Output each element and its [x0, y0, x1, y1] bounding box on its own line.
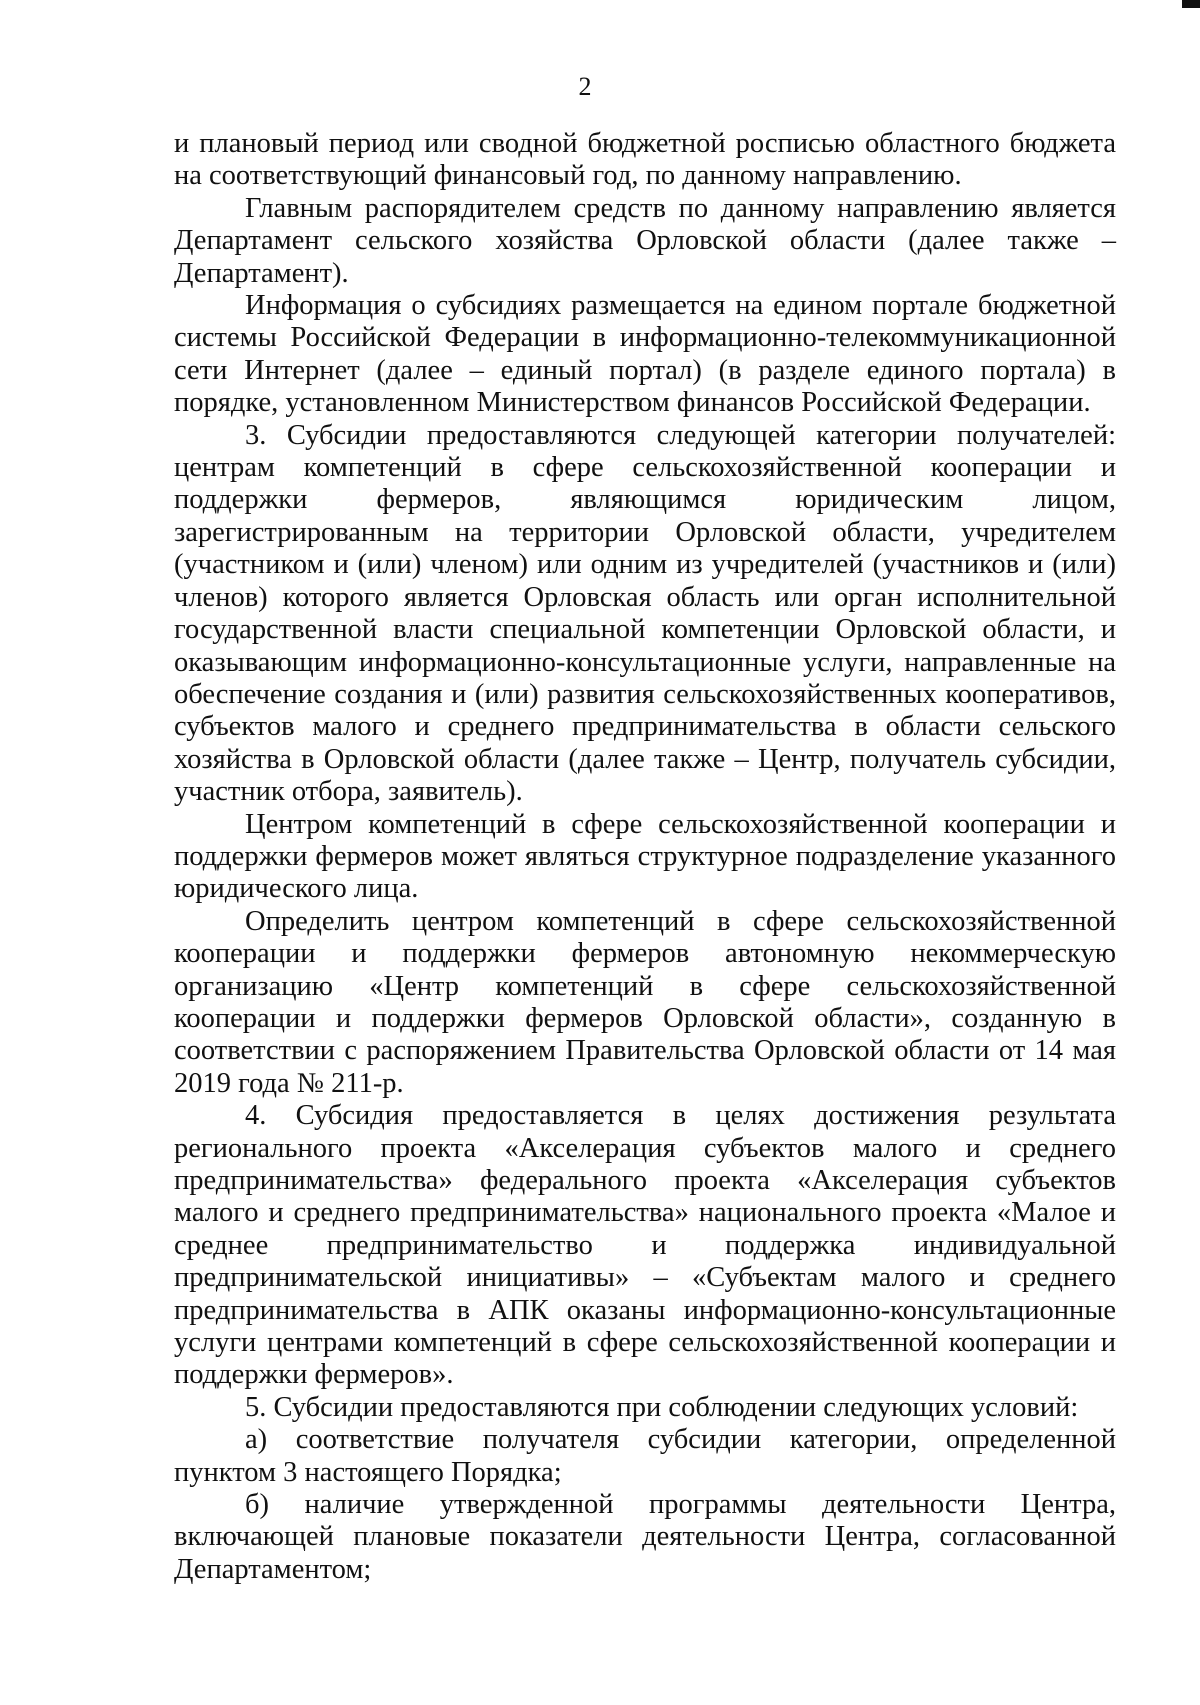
paragraph-continuation: и плановый период или сводной бюджетной росписью областного бюджета на соответствующий финансовый год, по данному направлению.: [174, 128, 1116, 192]
paragraph-item-5a: а) соответствие получателя субсидии категории, определенной пунктом 3 настоящего Порядка;: [174, 1424, 1116, 1488]
paragraph-portal-info: Информация о субсидиях размещается на едином портале бюджетной системы Российской Федерации в информационно-телекоммуникационной сети Интернет (далее – единый портал) (в разделе единого портала) в порядке, установленном Министерством финансов Российской Федерации.: [174, 290, 1116, 419]
paragraph-center-unit: Центром компетенций в сфере сельскохозяйственной кооперации и поддержки фермеров может являться структурное подразделение указанного юридического лица.: [174, 808, 1116, 905]
paragraph-item-4: 4. Субсидия предоставляется в целях достижения результата регионального проекта «Акселерация субъектов малого и среднего предпринимательства» федерального проекта «Акселерация субъектов малого и среднего предпринимательства» национального проекта «Малое и среднее предпринимательство и поддержка индивидуальной предпринимательской инициативы» – «Субъектам малого и среднего предпринимательства в АПК оказаны информационно-консультационные услуги центрами компетенций в сфере сельскохозяйственной кооперации и поддержки фермеров».: [174, 1100, 1116, 1391]
paragraph-item-5: 5. Субсидии предоставляются при соблюдении следующих условий:: [245, 1391, 1079, 1423]
document-body: [174, 128, 1116, 1586]
page-number: 2: [578, 72, 592, 101]
paragraph-define-center: Определить центром компетенций в сфере сельскохозяйственной кооперации и поддержки фермеров автономную некоммерческую организацию «Центр компетенций в сфере сельскохозяйственной кооперации и поддержки фермеров Орловской области», созданную в соответствии с распоряжением Правительства Орловской области от 14 мая 2019 года № 211-р.: [174, 905, 1116, 1099]
scan-corner-mark: [1182, 0, 1200, 8]
paragraph-main-distributor: Главным распорядителем средств по данному направлению является Департамент сельского хозяйства Орловской области (далее также – Департамент).: [174, 192, 1116, 289]
paragraph-item-5b: б) наличие утвержденной программы деятельности Центра, включающей плановые показатели деятельности Центра, согласованной Департаментом;: [174, 1489, 1116, 1585]
paragraph-item-3: 3. Субсидии предоставляются следующей категории получателей: центрам компетенций в сфере сельскохозяйственной кооперации и поддержки фермеров, являющимся юридическим лицом, зарегистрированным на территории Орловской области, учредителем (участником и (или) членом) или одним из учредителей (участников и (или) членов) которого является Орловская область или орган исполнительной государственной власти специальной компетенции Орловской области, и оказывающим информационно-консультационные услуги, направленные на обеспечение создания и (или) развития сельскохозяйственных кооперативов, субъектов малого и среднего предпринимательства в области сельского хозяйства в Орловской области (далее также – Центр, получатель субсидии, участник отбора, заявитель).: [174, 419, 1116, 808]
